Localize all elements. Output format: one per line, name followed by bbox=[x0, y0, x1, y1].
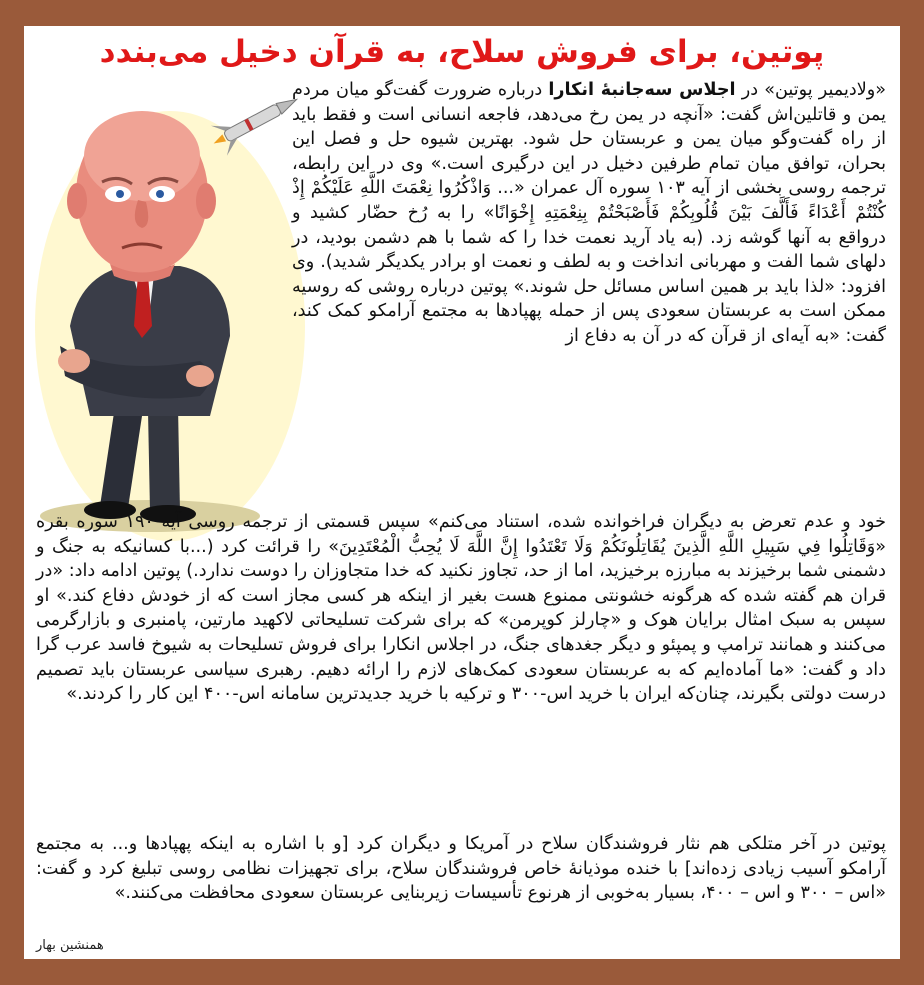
paragraph-2: خود و عدم تعرض به دیگران فراخوانده شده، استناد می‌کنم» سپس قسمتی از ترجمه روسی آیه ۱۹۰ سوره بقره «وَقَاتِلُوا فِي سَبِيلِ اللَّهِ الَّذِينَ يُقَاتِلُونَكُمْ وَلَا تَعْتَدُوا إِنَّ اللَّهَ لَا يُحِبُّ الْمُعْتَدِينَ» را قرائت کرد (...با کسانیکه به جنگ و دشمنی شما برخیزند به مبارزه برخیزید، اما از حد، تجاوز نکنید که خدا متجاوزان را دوست ندارد.) پوتین ادامه داد: «در قران هم گفته شده که هرگونه خشونتی ممنوع هست بغیر از اینکه هر کسی مجاز است که از خودش دفاع کند.» او سپس به سبک امثال برایان هوک و «چارلز کوپرمن» که برای شرکت تسلیحاتی لاکهید مارتین، پامنبری و بازارگرمی می‌کنند و همانند ترامپ و پمپئو و دیگر جغدهای جنگ، در اجلاس انکارا برای فروش تسلیحات به شیوخ فاسد عرب گرا داد و گفت: «ما آماده‌ایم که به عربستان سعودی کمک‌های لازم را ارائه دهیم. رهبری سیاسی عربستان باید تصمیم درست دولتی بگیرند، چنان‌که ایران با خرید اس-۳۰۰ و ترکیه با خرید جدیدترین سامانه اس-۴۰۰ این کار را کردند.» bbox=[36, 512, 886, 705]
missile-icon bbox=[206, 86, 306, 156]
signature: همنشین بهار bbox=[36, 938, 104, 953]
p1-summit-name: اجلاس سه‌جانبۀ انکارا bbox=[548, 80, 736, 100]
p1-body: درباره ضرورت گفت‌گو میان مردم یمن و قاتلین‌اش گفت: «آنچه در یمن رخ می‌دهد، فاجعه انسانی است و فقط باید از راه گفت‌وگو میان یمن و عربستان حل شود. بهترین شیوه حل و فصل این بحران، توافق میان تمام طرفین دخیل در این درگیری است.» وی در این رابطه، ترجمه روسی بخشی از آیه ۱۰۳ سوره آل عمران «... وَاذْكُرُوا نِعْمَتَ اللَّهِ عَلَيْكُمْ إِذْ كُنْتُمْ أَعْدَاءً فَأَلَّفَ بَيْنَ قُلُوبِكُمْ فَأَصْبَحْتُمْ بِنِعْمَتِهِ إِخْوَانًا» را به رُخ حضّار کشید و درواقع به آنها گوشه زد. (به یاد آرید نعمت خدا را که شما با هم دشمن بودید، در دلهای شما الفت و مهربانی انداخت و به لطف و نعمت او برادر یکدیگر شدید). وی افزود: «لذا باید بر همین اساس مسائل حل شوند.» پوتین درباره روشی که روسیه ممکن است به عربستان سعودی پس از حمله پهپادها به مجتمع آرامکو کمک کند، گفت: «به آیه‌ای از قرآن که در آن به دفاع از bbox=[292, 80, 886, 346]
paragraph-1 bbox=[292, 78, 886, 349]
p1-intro: «ولادیمیر پوتین» در bbox=[735, 80, 887, 100]
article-title: پوتین، برای فروش سلاح، به قرآن دخیل می‌بندد bbox=[99, 34, 825, 70]
paragraph-3: پوتین در آخر متلکی هم نثار فروشندگان سلاح در آمریکا و دیگران کرد [و با اشاره به اینکه پهپادها و... به مجتمع آرامکو آسیب زیادی زده‌اند] با خنده موذیانۀ خاص فروشندگان سلاح، برای تجهیزات نظامی روسی تبلیغ کرد و گفت: «اس – ۳۰۰ و اس – ۴۰۰، بسیار به‌خوبی از هرنوع تأسیسات زیربنایی عربستان سعودی محافظت می‌کنند.» bbox=[36, 834, 886, 904]
article-panel bbox=[24, 26, 900, 959]
